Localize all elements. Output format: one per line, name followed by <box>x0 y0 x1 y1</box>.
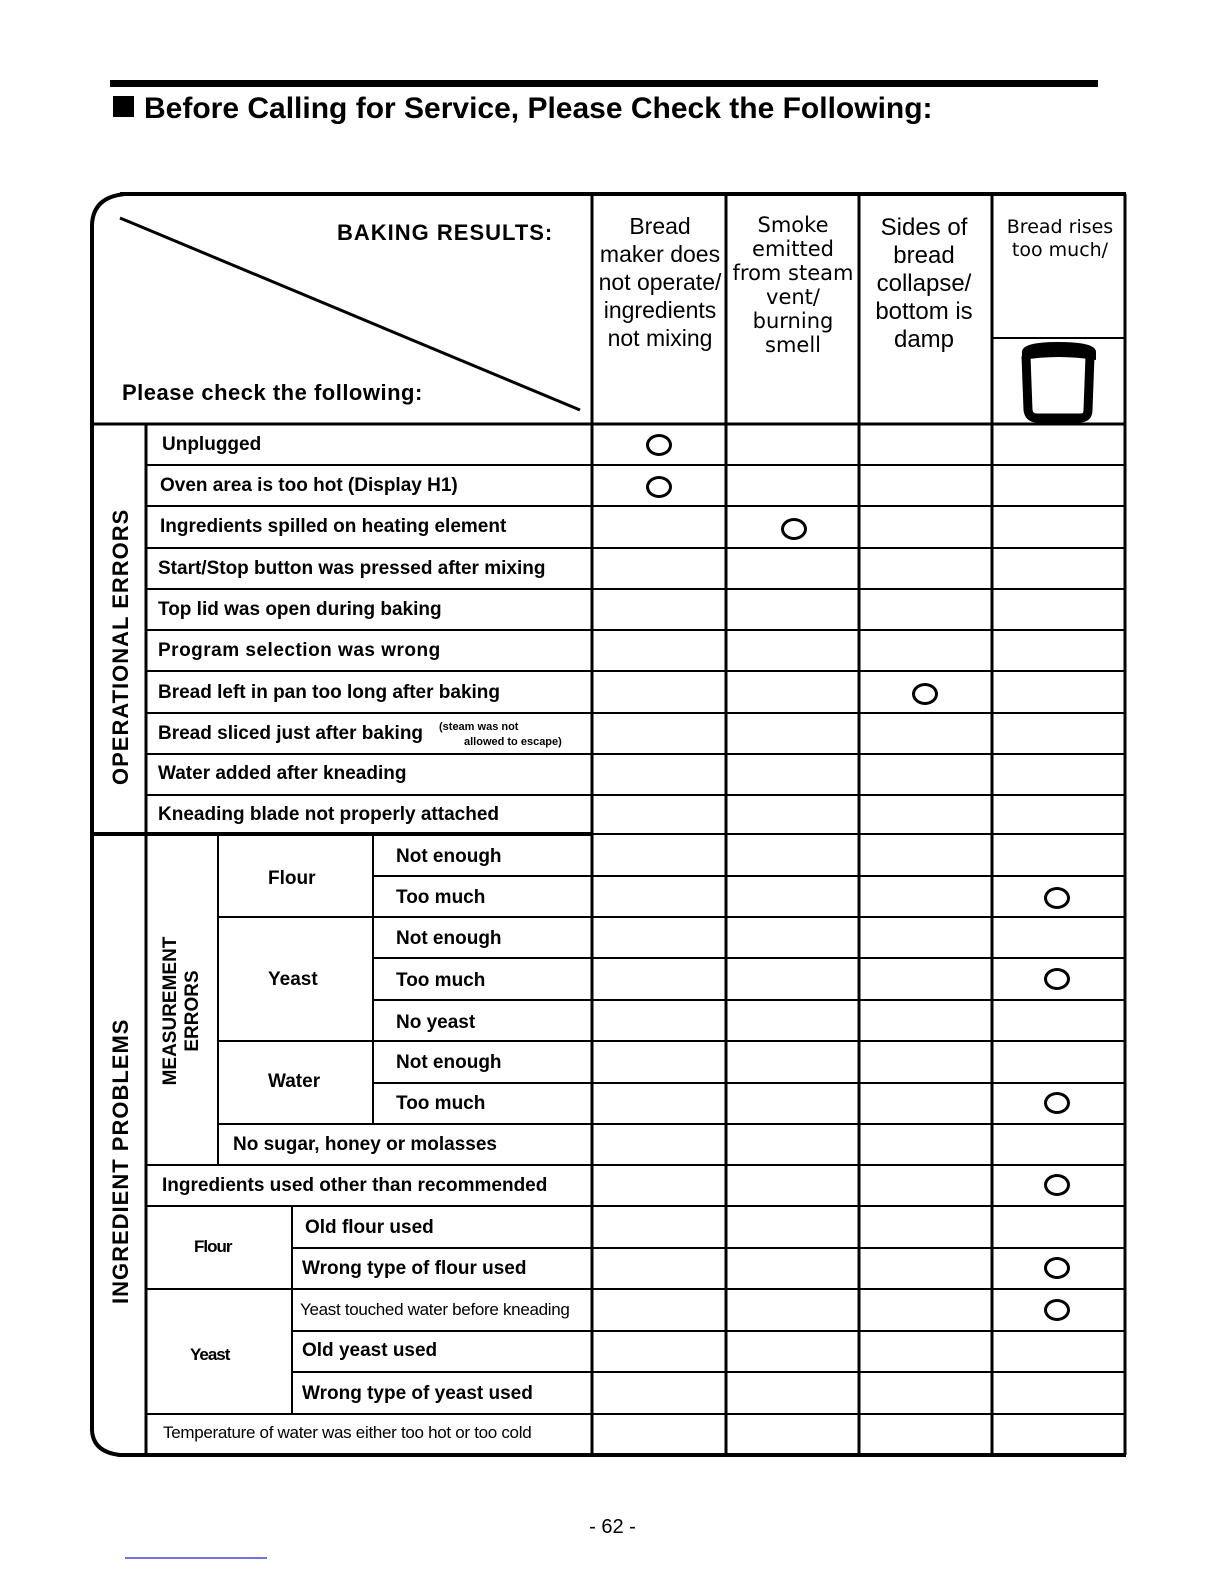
row-label-other-ingredients: Ingredients used other than recommended <box>162 1175 548 1196</box>
row-label-start-stop: Start/Stop button was pressed after mixing <box>158 558 546 579</box>
row-label-unplugged: Unplugged <box>162 434 262 455</box>
row-label-flour-too-much: Too much <box>396 887 486 908</box>
row-label-no-sugar: No sugar, honey or molasses <box>233 1134 497 1155</box>
measurement-yeast-label: Yeast <box>268 969 318 990</box>
bread-sliced-note-line1: (steam was not <box>439 721 519 733</box>
baking-results-label: BAKING RESULTS: <box>337 220 554 245</box>
column-header-smoke: Smoke emitted from steam vent/ burning smell <box>732 213 854 357</box>
row-label-water-too-much: Too much <box>396 1093 486 1114</box>
check-mark-circle <box>781 518 807 540</box>
row-label-old-yeast: Old yeast used <box>302 1340 438 1361</box>
row-label-blade: Kneading blade not properly attached <box>158 804 499 825</box>
column-header-rises-too-much: Bread rises too much/ <box>1006 216 1114 261</box>
measurement-flour-label: Flour <box>268 868 316 889</box>
row-label-program: Program selection was wrong <box>158 640 441 661</box>
column-header-does-not-operate: Bread maker does not operate/ ingredients not mixing <box>598 213 722 351</box>
row-label-flour-not-enough: Not enough <box>396 846 502 867</box>
bread-pan-icon <box>1022 342 1096 418</box>
group-label-measurement: MEASUREMENT ERRORS <box>160 936 203 1086</box>
quality-yeast-label: Yeast <box>190 1345 230 1364</box>
link-underline[interactable] <box>125 1557 267 1559</box>
check-mark-circle <box>646 476 672 498</box>
row-label-yeast-too-much: Too much <box>396 970 486 991</box>
group-label-operational: OPERATIONAL ERRORS <box>108 508 133 785</box>
row-label-no-yeast: No yeast <box>396 1012 476 1033</box>
please-check-label: Please check the following: <box>122 380 423 405</box>
page-title: Before Calling for Service, Please Check the Following: <box>113 92 933 126</box>
row-label-water-not-enough: Not enough <box>396 1052 502 1073</box>
column-header-sides-collapse: Sides of bread collapse/ bottom is damp <box>875 214 973 353</box>
check-mark-circle <box>1044 968 1070 990</box>
page-number: - 62 - <box>589 1516 636 1538</box>
check-mark-circle <box>1044 1174 1070 1196</box>
row-label-top-lid: Top lid was open during baking <box>158 599 442 620</box>
bread-sliced-note-line2: allowed to escape) <box>464 736 562 748</box>
row-label-bread-left: Bread left in pan too long after baking <box>158 682 501 703</box>
row-label-temperature: Temperature of water was either too hot or too cold <box>163 1423 532 1442</box>
check-mark-circle <box>1044 1257 1070 1279</box>
group-label-ingredient: INGREDIENT PROBLEMS <box>108 1018 133 1304</box>
check-mark-circle <box>912 683 938 705</box>
row-label-wrong-yeast: Wrong type of yeast used <box>302 1383 533 1404</box>
check-mark-circle <box>1044 1299 1070 1321</box>
row-label-oven-hot: Oven area is too hot (Display H1) <box>160 475 458 496</box>
row-label-yeast-touched: Yeast touched water before kneading <box>300 1300 570 1319</box>
check-mark-circle <box>646 434 672 456</box>
row-label-spilled: Ingredients spilled on heating element <box>160 516 507 537</box>
row-label-old-flour: Old flour used <box>305 1217 434 1238</box>
check-mark-circle <box>1044 887 1070 909</box>
row-label-water-added: Water added after kneading <box>158 763 407 784</box>
measurement-water-label: Water <box>268 1071 321 1092</box>
quality-flour-label: Flour <box>194 1237 232 1256</box>
check-mark-circle <box>1044 1092 1070 1114</box>
row-label-bread-sliced: Bread sliced just after baking <box>158 723 424 744</box>
row-label-wrong-flour: Wrong type of flour used <box>302 1258 527 1279</box>
row-label-yeast-not-enough: Not enough <box>396 928 502 949</box>
